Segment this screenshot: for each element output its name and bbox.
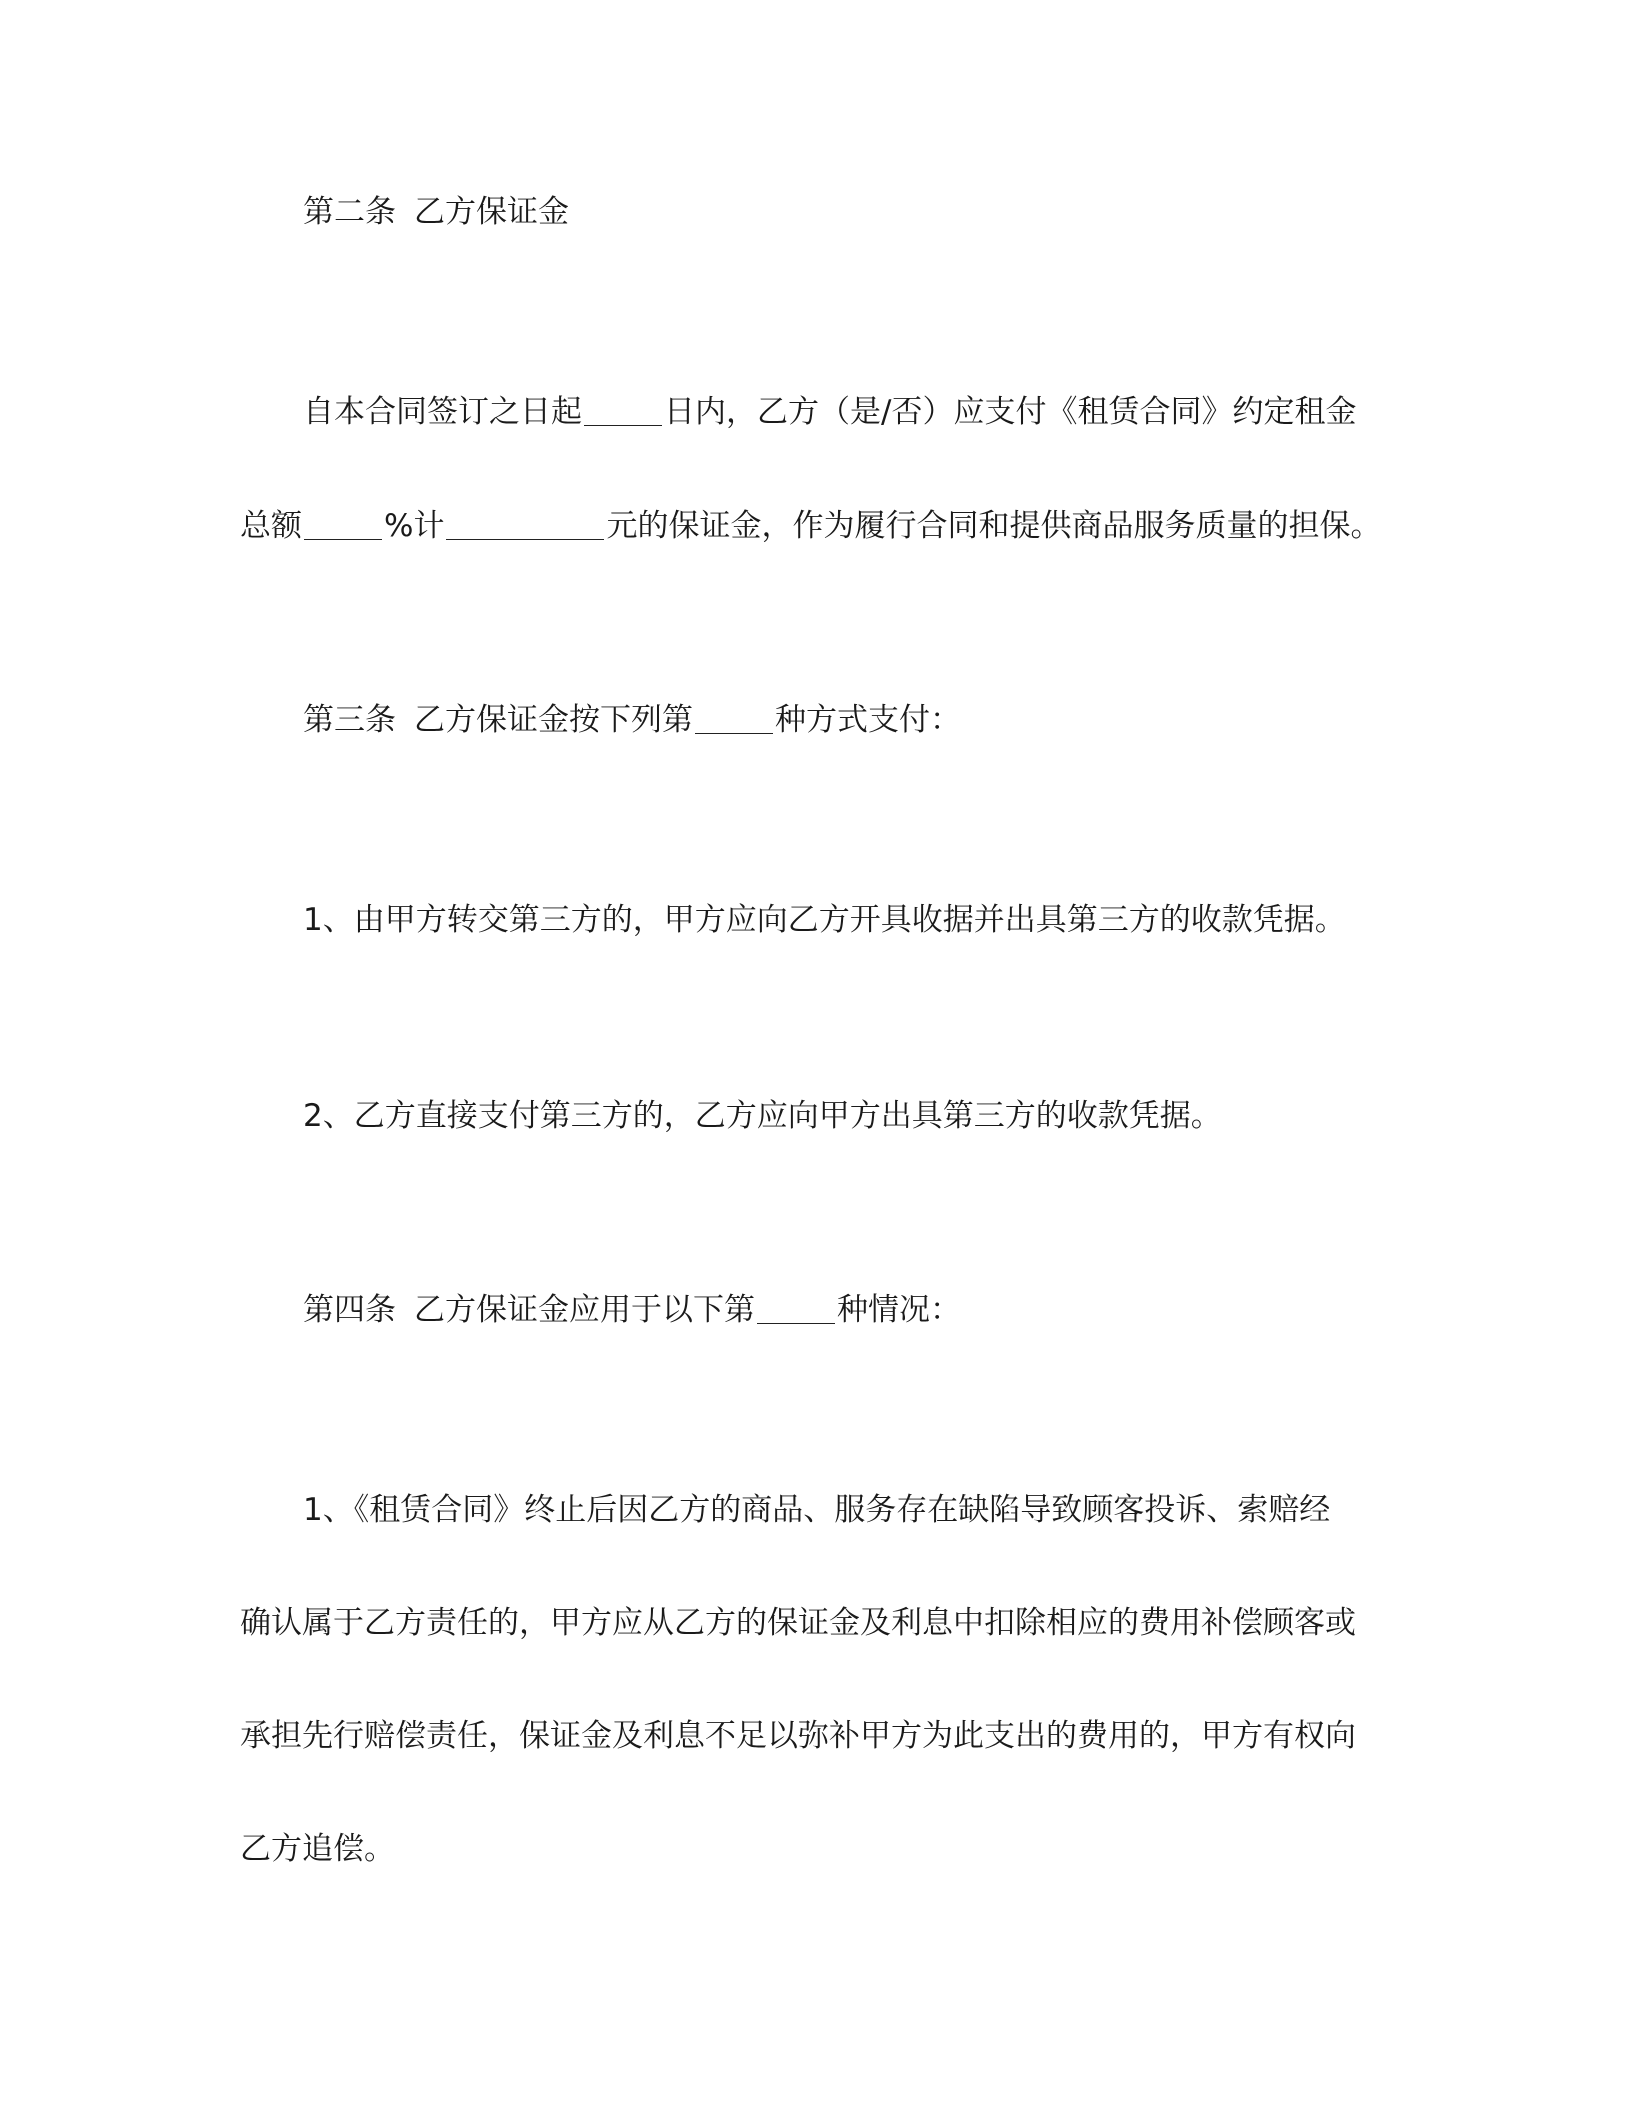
- article-4-item-1-line-1: 1、《租赁合同》终止后因乙方的商品、服务存在缺陷导致顾客投诉、索赔经: [303, 1492, 1331, 1528]
- payment-method-blank-field[interactable]: [695, 705, 773, 734]
- article-2-paragraph-line-1: [303, 392, 1356, 432]
- text-segment: 乙方保证金应用于以下第: [414, 1292, 755, 1328]
- text-segment: 日内，乙方（是/否）应支付《租赁合同》约定租金: [664, 394, 1357, 430]
- article-3-item-2: 2、乙方直接支付第三方的，乙方应向甲方出具第三方的收款凭据。: [303, 1098, 1222, 1134]
- text-segment: 种情况：: [837, 1292, 961, 1328]
- article-2-number: 第二条: [303, 194, 396, 230]
- days-blank-field[interactable]: [584, 397, 662, 426]
- article-3-item-1: 1、由甲方转交第三方的，甲方应向乙方开具收据并出具第三方的收款凭据。: [303, 902, 1346, 938]
- amount-blank-field[interactable]: [446, 511, 604, 540]
- text-segment: 自本合同签订之日起: [303, 394, 582, 430]
- article-4-number: 第四条: [303, 1292, 396, 1328]
- article-3-heading: [303, 700, 961, 740]
- article-4-heading: [303, 1290, 961, 1330]
- text-segment: 种方式支付：: [775, 702, 961, 738]
- percent-blank-field[interactable]: [304, 511, 382, 540]
- article-4-item-1-line-2: 确认属于乙方责任的，甲方应从乙方的保证金及利息中扣除相应的费用补偿顾客或: [240, 1605, 1356, 1641]
- text-segment: %计: [384, 508, 445, 544]
- article-2-paragraph-line-2: [240, 506, 1381, 546]
- article-2-heading: [303, 192, 569, 232]
- article-4-item-1-line-4: 乙方追偿。: [240, 1831, 395, 1867]
- situation-blank-field[interactable]: [757, 1295, 835, 1324]
- text-segment: 乙方保证金按下列第: [414, 702, 693, 738]
- article-4-item-1-line-3: 承担先行赔偿责任，保证金及利息不足以弥补甲方为此支出的费用的，甲方有权向: [240, 1718, 1356, 1754]
- text-segment: 元的保证金，作为履行合同和提供商品服务质量的担保。: [606, 508, 1382, 544]
- article-3-number: 第三条: [303, 702, 396, 738]
- text-segment: 总额: [240, 508, 302, 544]
- article-2-title: 乙方保证金: [414, 194, 569, 230]
